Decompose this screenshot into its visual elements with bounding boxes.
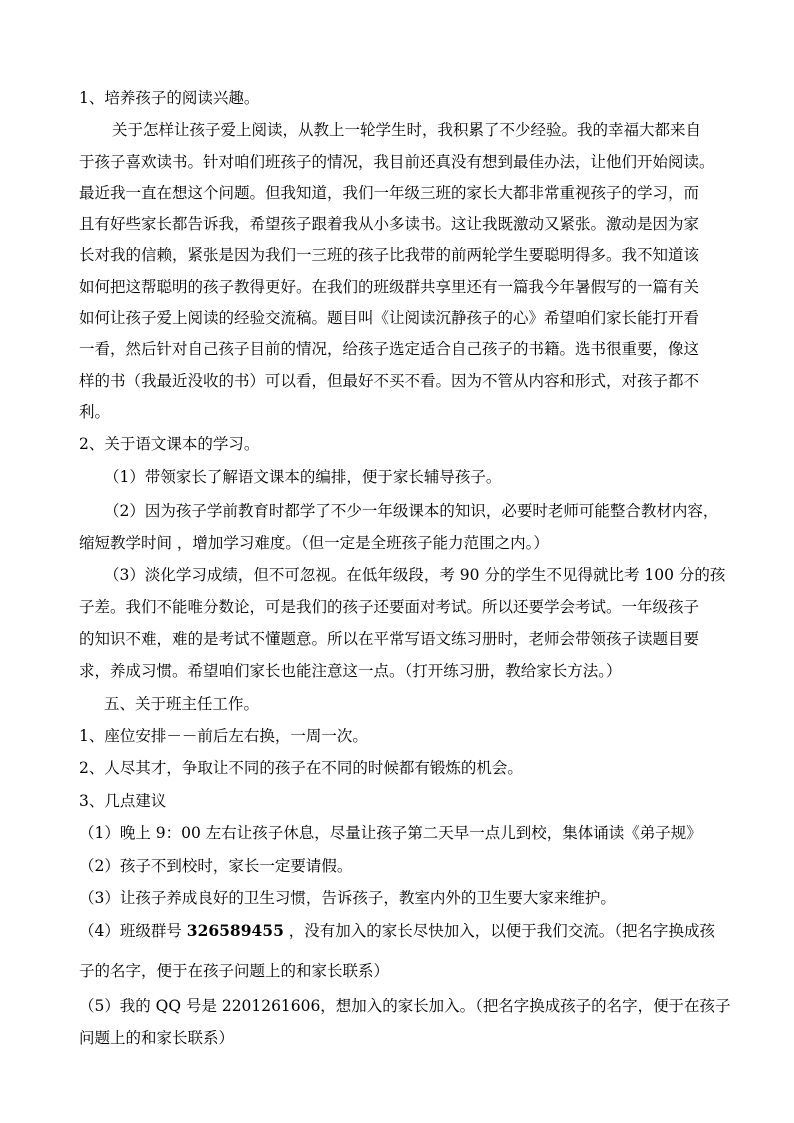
paragraph-line: 的知识不难，难的是考试不懂题意。所以在平常写语文练习册时，老师会带领孩子读题目要 bbox=[79, 630, 700, 648]
paragraph-line: 样的书（我最近没收的书）可以看，但最好不买不看。因为不管从内容和形式，对孩子都不 bbox=[79, 372, 700, 390]
list-item: （3）淡化学习成绩，但不可忽视。在低年级段，考 90 分的学生不见得就比考 100 分的孩 bbox=[104, 566, 726, 584]
list-item: （3）让孩子养成良好的卫生习惯，告诉孩子，教室内外的卫生要大家来维护。 bbox=[79, 889, 616, 907]
list-item: （5）我的 QQ 号是 2201261606，想加入的家长加入。（把名字换成孩子的名字，便于在孩子 bbox=[79, 997, 731, 1015]
heading-class-teacher-work: 五、关于班主任工作。 bbox=[104, 695, 260, 713]
list-item: 2、人尽其才，争取让不同的孩子在不同的时候都有锻炼的机会。 bbox=[79, 759, 523, 777]
paragraph-line: 利。 bbox=[79, 403, 111, 421]
heading-reading-interest: 1、培养孩子的阅读兴趣。 bbox=[79, 89, 260, 107]
list-item-class-group bbox=[79, 921, 715, 941]
paragraph-line: 子的名字，便于在孩子问题上的和家长联系） bbox=[79, 962, 390, 980]
list-item: 1、座位安排－－前后左右换，一周一次。 bbox=[79, 727, 368, 745]
class-group-number: 326589455 bbox=[186, 921, 284, 940]
paragraph-line: 且有好些家长都告诉我，希望孩子跟着我从小多读书。这让我既激动又紧张。激动是因为家 bbox=[79, 215, 700, 233]
paragraph-line: 问题上的和家长联系） bbox=[79, 1029, 235, 1047]
list-item: （1）带领家长了解语文课本的编排，便于家长辅导孩子。 bbox=[104, 468, 502, 486]
class-group-label: （4）班级群号 bbox=[79, 922, 187, 940]
paragraph-line: 求，养成习惯。希望咱们家长也能注意这一点。（打开练习册，教给家长方法。） bbox=[79, 662, 622, 680]
paragraph-line: 一看，然后针对自己孩子目前的情况，给孩子选定适合自己孩子的书籍。选书很重要，像这 bbox=[79, 340, 700, 358]
class-group-text: ，没有加入的家长尽快加入，以便于我们交流。（把名字换成孩 bbox=[283, 922, 716, 940]
list-item: （2）因为孩子学前教育时都学了不少一年级课本的知识，必要时老师可能整合教材内容， bbox=[104, 502, 719, 520]
heading-suggestions: 3、几点建议 bbox=[79, 792, 167, 810]
paragraph-line: 关于怎样让孩子爱上阅读，从教上一轮学生时，我积累了不少经验。我的幸福大都来自 bbox=[112, 121, 702, 139]
paragraph-line: 子差。我们不能唯分数论，可是我们的孩子还要面对考试。所以还要学会考试。一年级孩子 bbox=[79, 598, 700, 616]
paragraph-line: 长对我的信赖，紧张是因为我们一三班的孩子比我带的前两轮学生要聪明得多。我不知道该 bbox=[79, 246, 700, 264]
heading-textbook-study: 2、关于语文课本的学习。 bbox=[79, 435, 260, 453]
paragraph-line: 缩短教学时间 ，增加学习难度。（但一定是全班孩子能力范围之内。） bbox=[79, 534, 549, 552]
list-item: （2）孩子不到校时，家长一定要请假。 bbox=[79, 857, 353, 875]
list-item: （1）晚上 9：00 左右让孩子休息，尽量让孩子第二天早一点儿到校，集体诵读《弟子规》 bbox=[79, 824, 702, 842]
paragraph-line: 如何把这帮聪明的孩子教得更好。在我们的班级群共享里还有一篇我今年暑假写的一篇有关 bbox=[79, 278, 700, 296]
paragraph-line: 于孩子喜欢读书。针对咱们班孩子的情况，我目前还真没有想到最佳办法，让他们开始阅读。 bbox=[79, 153, 715, 171]
paragraph-line: 最近我一直在想这个问题。但我知道，我们一年级三班的家长大都非常重视孩子的学习，而 bbox=[79, 184, 700, 202]
paragraph-line: 如何让孩子爱上阅读的经验交流稿。题目叫《让阅读沉静孩子的心》希望咱们家长能打开看 bbox=[79, 309, 700, 327]
